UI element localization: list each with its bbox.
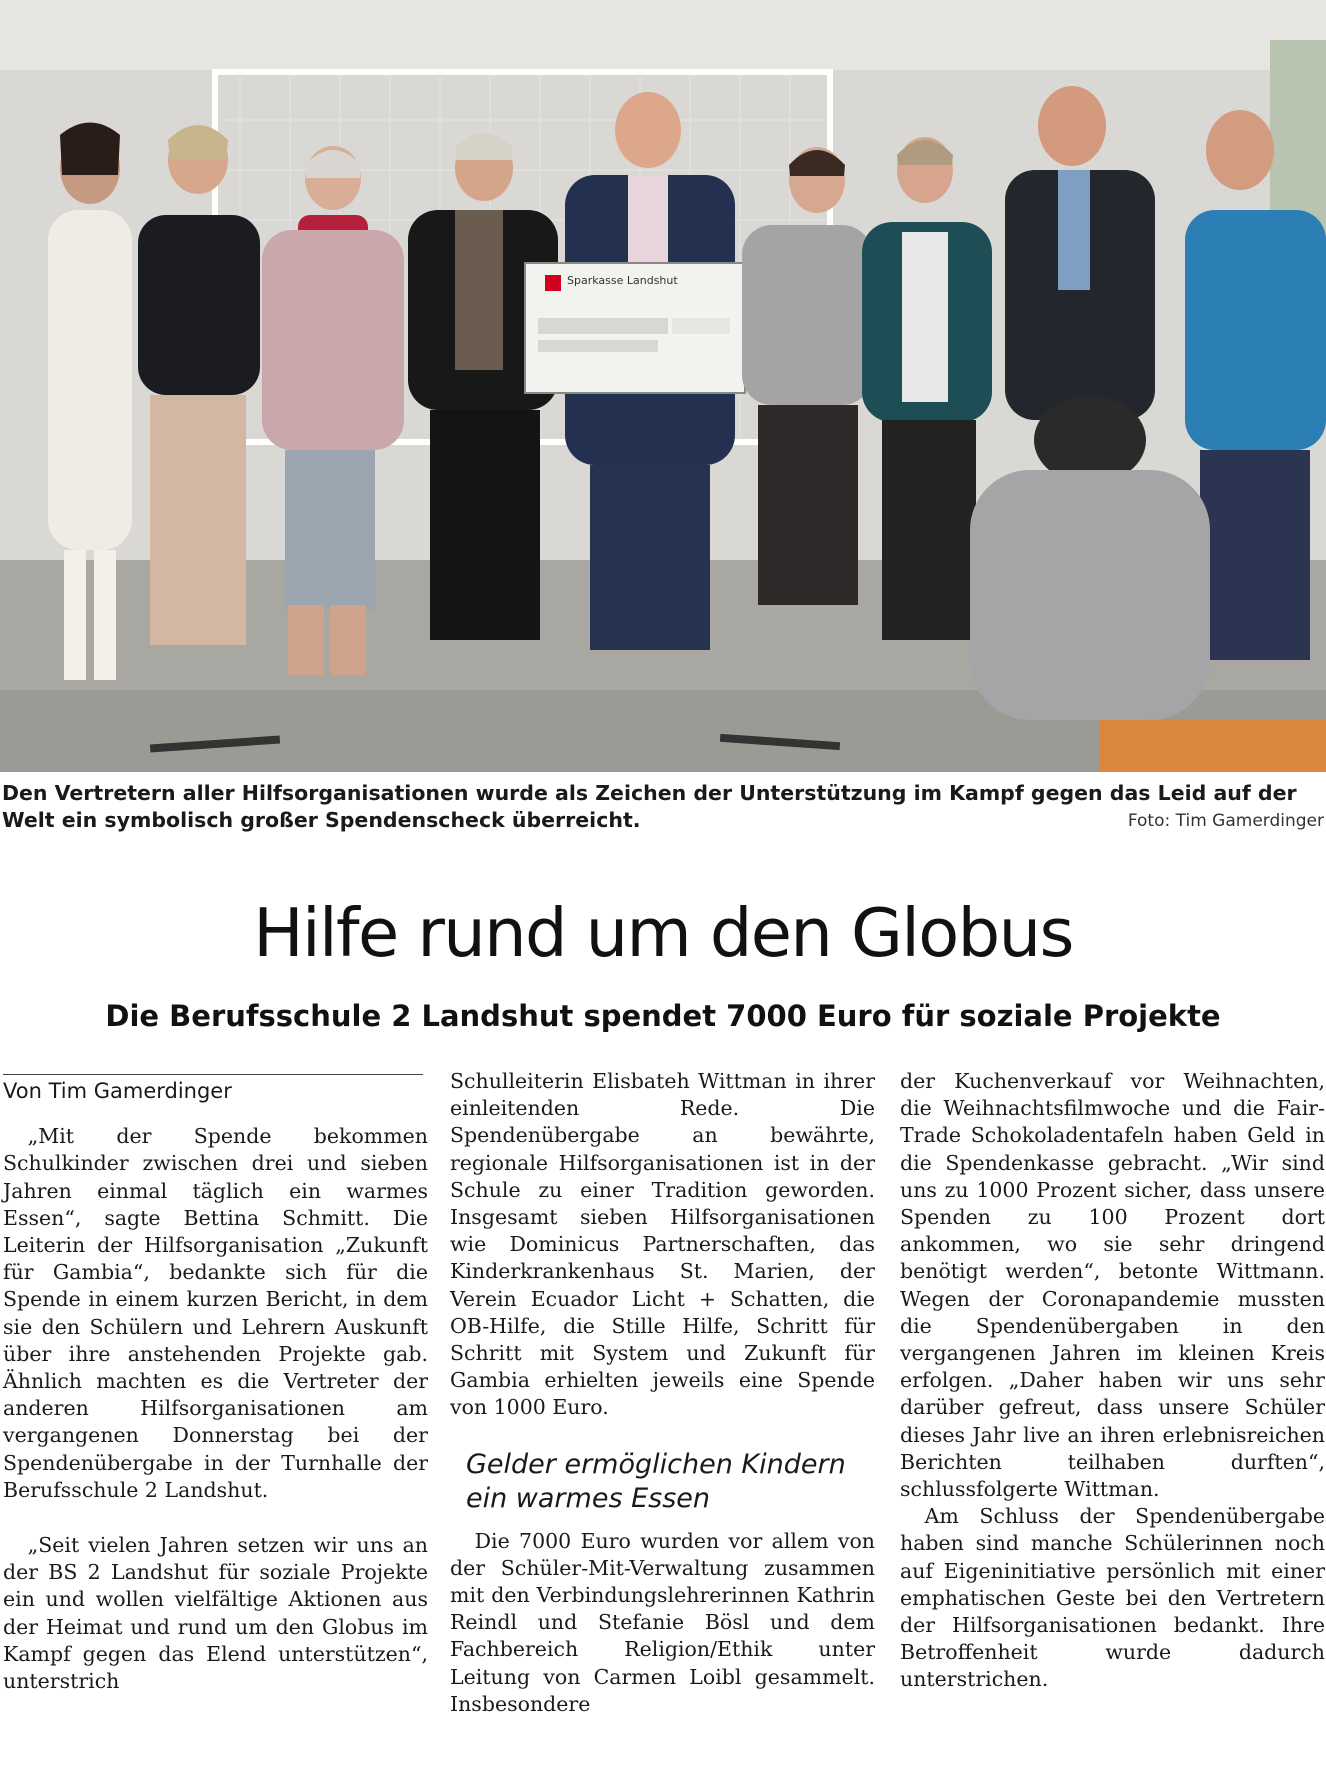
paragraph: „Seit vielen Jahren setzen wir uns an der BS 2 Landshut für soziale Projekte ein und wollen vielfältige Aktionen aus der Heimat und rund um den Globus im Kampf gegen das Elend unterstützen“, unterstrich <box>3 1533 428 1694</box>
article-photo <box>0 0 1326 772</box>
paragraph: der Kuchenverkauf vor Weihnachten, die Weihnachtsfilmwoche und die Fair-Trade Schokoladentafeln haben Geld in die Spendenkasse gebracht. „Wir sind uns zu 1000 Prozent sicher, dass unsere Spenden zu 100 Prozent dort ankommen, wo sie sehr dringend benötigt werden“, betonte Wittmann. Wegen der Coronapandemie mussten die Spendenübergaben in den vergangenen Jahren im kleinen Kreis erfolgen. „Daher haben wir uns sehr darüber gefreut, dass unsere Schüler dieses Jahr live an ihren erlebnisreichen Berichten teilhaben durften“, schlussfolgerte Wittman. <box>900 1069 1325 1502</box>
paragraph: Am Schluss der Spendenübergabe haben sind manche Schülerinnen noch auf Eigeninitiative persönlich mit einer emphatischen Geste bei den Vertretern der Hilfsorganisationen bedankt. Ihre Betroffenheit wurde dadurch unterstrichen. <box>900 1504 1325 1692</box>
check-bank-label: Sparkasse Landshut <box>567 274 678 287</box>
byline: Von Tim Gamerdinger <box>3 1079 232 1103</box>
article-headline: Hilfe rund um den Globus <box>253 894 1073 972</box>
intertitle: Gelder ermöglichen Kindern ein warmes Essen <box>466 1448 846 1514</box>
group-photo-image <box>0 0 1326 772</box>
photo-caption: Den Vertretern aller Hilfsorganisationen wurde als Zeichen der Unterstützung im Kampf gegen das Leid auf der Welt ein symbolisch großer Spendenscheck überreicht. <box>2 781 1297 832</box>
photo-credit: Foto: Tim Gamerdinger <box>1127 811 1324 831</box>
article-column-3 <box>900 1068 1325 1694</box>
article-column-1 <box>3 1074 428 1695</box>
paragraph: Die 7000 Euro wurden vor allem von der Schüler-Mit-Verwaltung zusammen mit den Verbindungslehrerinnen Kathrin Reindl und Stefanie Bösl und dem Fachbereich Religion/Ethik unter Leitung von Carmen Loibl gesammelt. Insbesondere <box>450 1528 875 1716</box>
article-subheadline: Die Berufsschule 2 Landshut spendet 7000 Euro für soziale Projekte <box>105 999 1221 1033</box>
paragraph: Schulleiterin Elisbateh Wittman in ihrer einleitenden Rede. Die Spendenübergabe an bewährte, regionale Hilfsorganisationen ist in der Schule zu einer Tradition geworden. Insgesamt sieben Hilfsorganisationen wie Dominicus Partnerschaften, das Kinderkrankenhaus St. Marien, der Verein Ecuador Licht + Schatten, die OB-Hilfe, die Stille Hilfe, Schritt für Schritt mit System und Zukunft für Gambia erhielten jeweils eine Spende von 1000 Euro. <box>450 1069 875 1420</box>
article-column-2 <box>450 1068 875 1718</box>
paragraph: „Mit der Spende bekommen Schulkinder zwischen drei und sieben Jahren einmal täglich ein warmes Essen“, sagte Bettina Schmitt. Die Leiterin der Hilfsorganisation „Zukunft für Gambia“, bedankte sich für die Spende in einem kurzen Bericht, in dem sie den Schülern und Lehrern Auskunft über ihre anstehenden Projekte gab. Ähnlich machten es die Vertreter der anderen Hilfsorganisationen am vergangenen Donnerstag bei der Spendenübergabe in der Turnhalle der Berufsschule 2 Landshut. <box>3 1124 428 1502</box>
